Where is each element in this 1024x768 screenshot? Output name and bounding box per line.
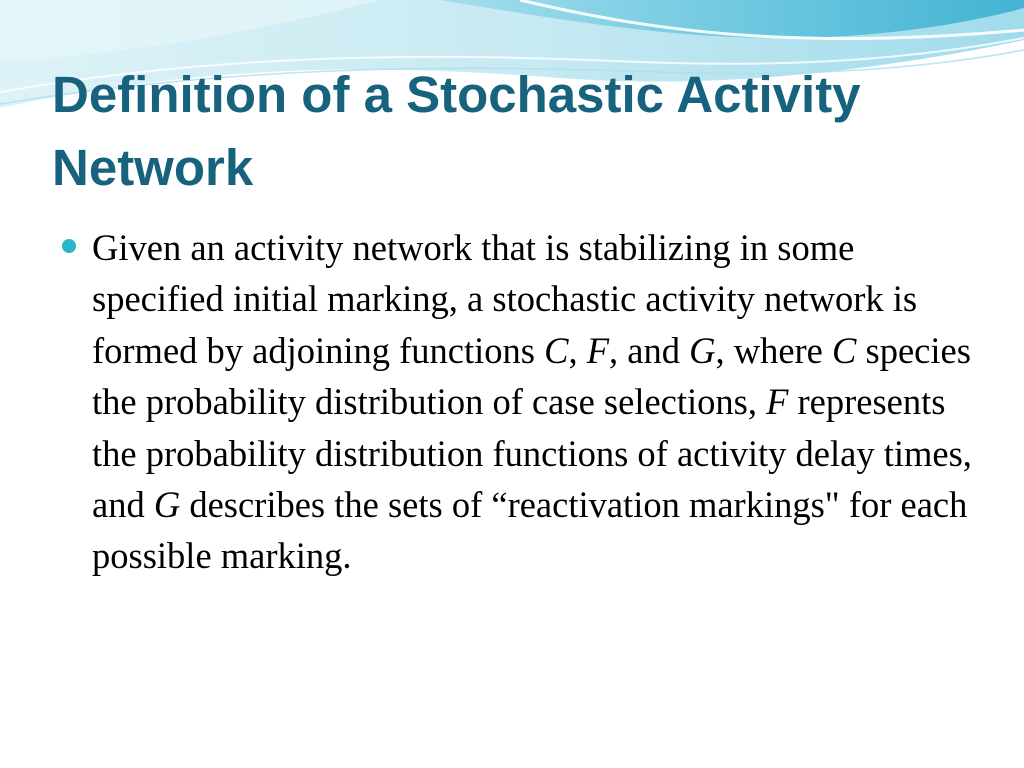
slide-title: Definition of a Stochastic Activity Network (52, 66, 861, 196)
bullet-item (62, 222, 992, 582)
variable-f: F (766, 381, 789, 423)
bullet-text (92, 227, 972, 576)
text-segment: , and (609, 329, 690, 371)
variable-f: F (586, 329, 610, 371)
variable-g: G (153, 484, 181, 526)
variable-c: C (832, 329, 857, 371)
text-segment: , where (715, 329, 833, 371)
text-segment: describes the sets of “reactivation markings" for each possible marking. (92, 484, 968, 577)
variable-g: G (689, 329, 716, 371)
text-segment: , (568, 329, 587, 371)
text-segment: represents the probability distribution functions of activity delay times, and (92, 381, 972, 526)
round-bullet-icon (62, 239, 76, 253)
text-segment: species the probability distribution of case selections, (92, 329, 971, 423)
text-segment: Given an activity network that is stabilizing in some specified initial marking, a stochastic activity network is formed by adjoining functions (92, 227, 918, 371)
variable-c: C (544, 329, 569, 371)
bullet-list (62, 222, 992, 582)
